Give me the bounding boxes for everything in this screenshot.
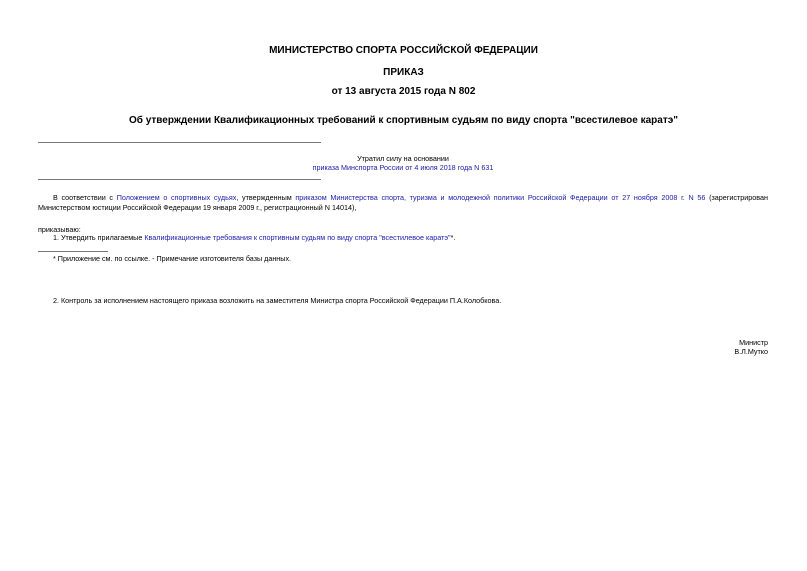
item-1-footnote-mark: *. — [450, 233, 456, 242]
item-2: 2. Контроль за исполнением настоящего приказа возложить на заместителя Министра спорта Российской Федерации П.А.Колобкова. — [53, 296, 502, 305]
item-1 — [53, 233, 455, 243]
footnote-rule — [38, 251, 108, 252]
signature-name: В.Л.Мутко — [734, 347, 768, 356]
ministry-order-link[interactable]: приказом Министерства спорта, туризма и молодежной политики Российской Федерации от 27 ноября 2008 г. N 56 — [295, 193, 706, 202]
footnote-text: * Приложение см. по ссылке. - Примечание изготовителя базы данных. — [53, 254, 292, 263]
qualification-requirements-link[interactable]: Квалификационные требования к спортивным судьям по виду спорта "всестилевое каратэ" — [144, 233, 451, 242]
document-date-number: от 13 августа 2015 года N 802 — [331, 86, 476, 97]
regulation-link[interactable]: Положением о спортивных судьях — [116, 193, 237, 202]
document-title: Об утверждении Квалификационных требований к спортивным судьям по виду спорта "всестилевое каратэ" — [128, 115, 679, 126]
preamble-text-3: (зарегистрирован — [705, 193, 769, 202]
preamble-text-1: В соответствии с — [53, 193, 117, 202]
item-1-text: 1. Утвердить прилагаемые — [53, 233, 145, 242]
repeal-order-link[interactable]: приказа Минспорта России от 4 июля 2018 года N 631 — [312, 163, 494, 172]
notice-bottom-rule — [38, 179, 321, 180]
preamble-paragraph-continuation: Министерством юстиции Российской Федерации 19 января 2009 г., регистрационный N 14014), — [38, 203, 357, 212]
notice-top-rule — [38, 142, 321, 143]
preamble-text-2: , утвержденным — [236, 193, 296, 202]
order-word: приказываю: — [38, 225, 81, 234]
signature-position: Министр — [739, 338, 768, 347]
repeal-notice-text: Утратил силу на основании — [357, 154, 449, 163]
preamble-paragraph — [53, 193, 768, 203]
ministry-title: МИНИСТЕРСТВО СПОРТА РОССИЙСКОЙ ФЕДЕРАЦИИ — [269, 45, 538, 56]
document-type: ПРИКАЗ — [383, 67, 424, 78]
